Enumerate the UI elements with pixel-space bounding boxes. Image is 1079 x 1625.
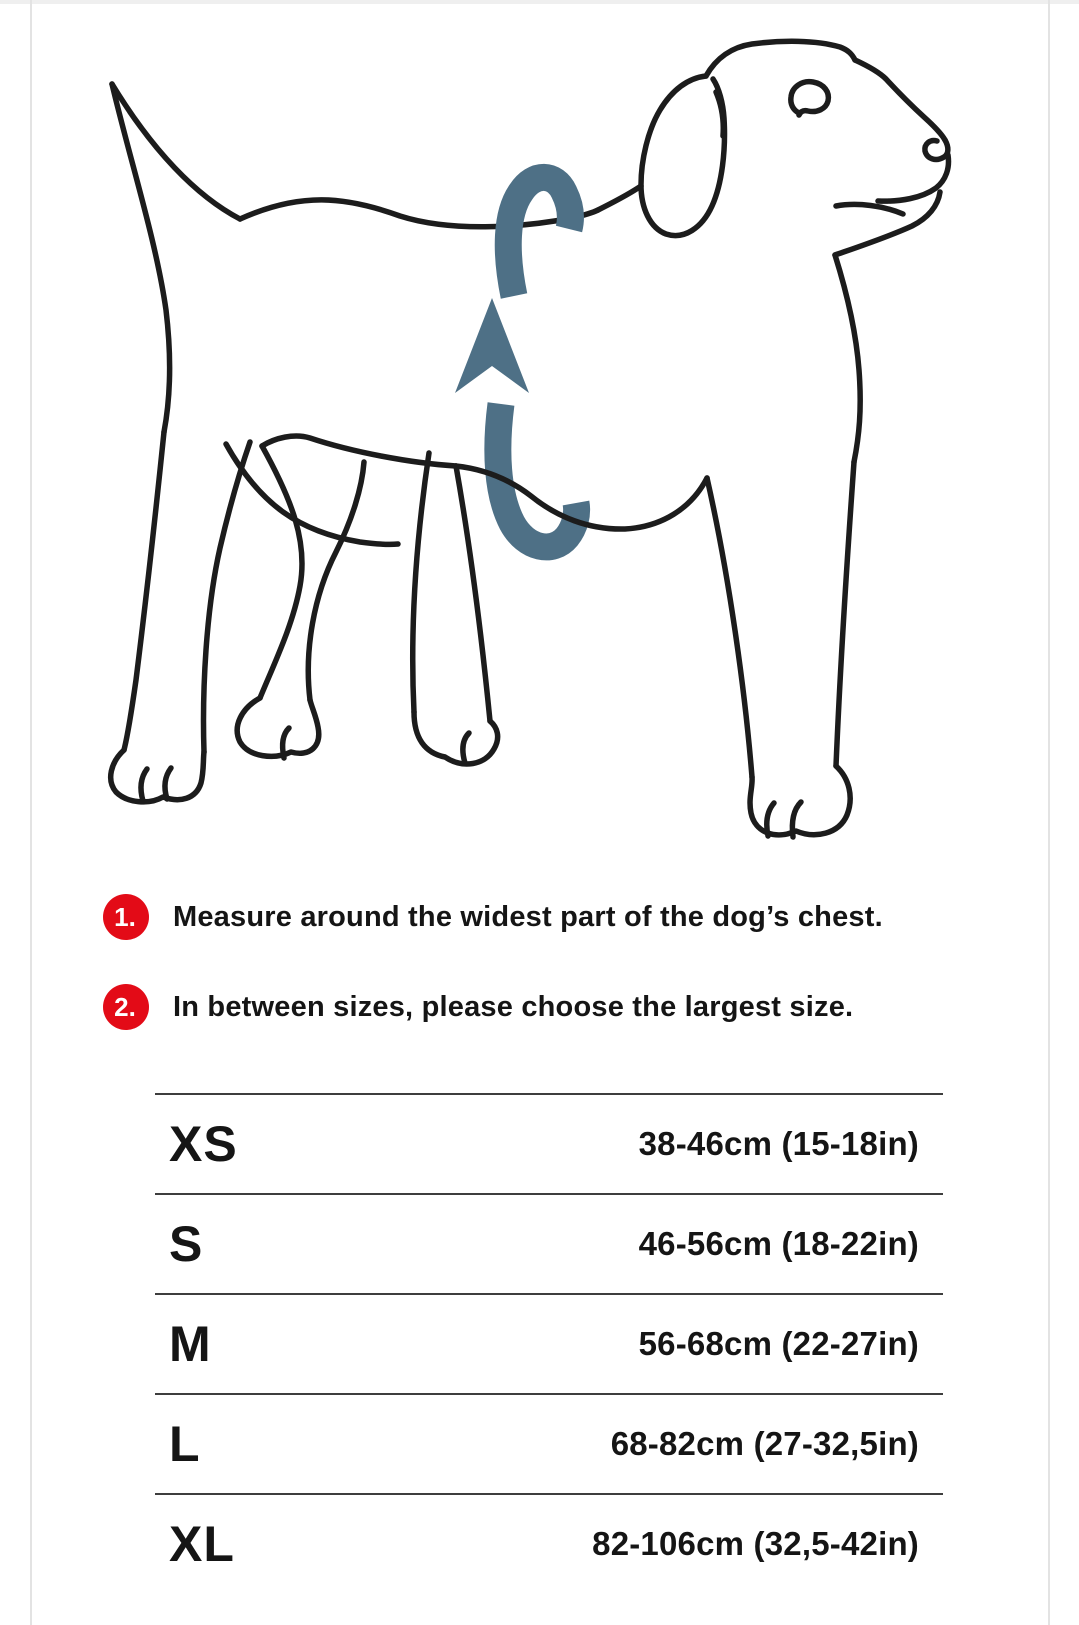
table-row-s [155, 1193, 943, 1293]
table-row-xs [155, 1093, 943, 1193]
size-range: 56-68cm (22-27in) [638, 1325, 919, 1362]
size-range: 38-46cm (15-18in) [638, 1125, 919, 1162]
measuring-band-top [508, 177, 570, 296]
size-range: 82-106cm (32,5-42in) [592, 1525, 919, 1562]
table-row-l [155, 1393, 943, 1493]
size-label: XS [169, 1116, 238, 1172]
step-1-badge: 1. [103, 894, 149, 940]
table-row-m [155, 1293, 943, 1393]
instruction-step-2 [103, 984, 853, 1030]
step-1-text: Measure around the widest part of the dog’s chest. [173, 900, 883, 933]
size-label: L [169, 1416, 201, 1472]
measuring-band-bottom [498, 404, 577, 547]
size-label: S [169, 1216, 204, 1272]
dog-outline [111, 41, 949, 837]
table-row-xl [155, 1493, 943, 1593]
size-table [155, 1093, 943, 1593]
step-2-badge: 2. [103, 984, 149, 1030]
measure-arrow-icon [455, 298, 529, 393]
size-label: M [169, 1316, 212, 1372]
size-range: 46-56cm (18-22in) [638, 1225, 919, 1262]
size-label: XL [169, 1516, 235, 1572]
instruction-step-1 [103, 894, 883, 940]
step-2-text: In between sizes, please choose the largest size. [173, 990, 854, 1023]
size-range: 68-82cm (27-32,5in) [610, 1425, 919, 1462]
